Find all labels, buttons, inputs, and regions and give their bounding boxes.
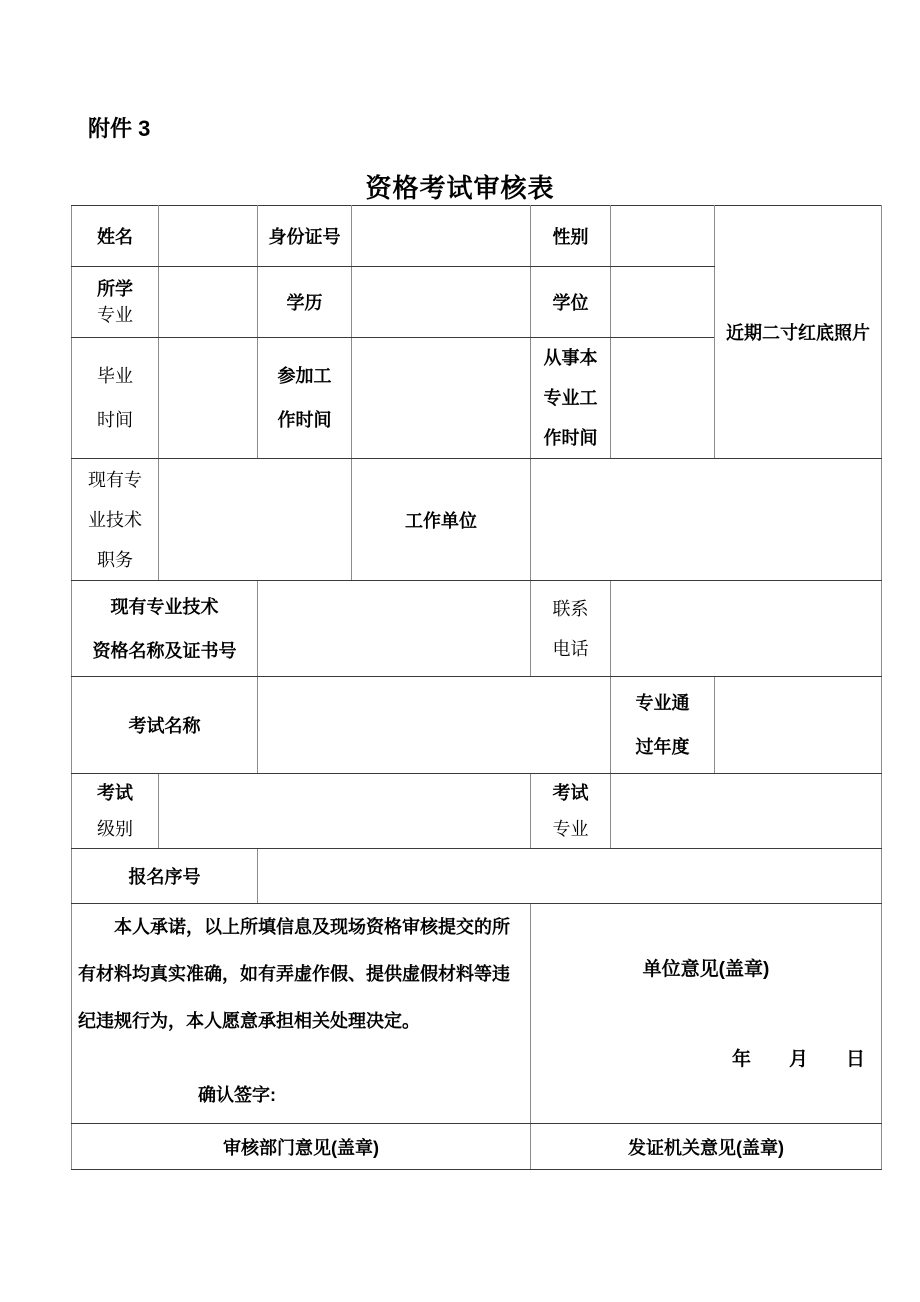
major-work-time-label xyxy=(531,338,611,459)
label-line: 级别 xyxy=(97,819,133,839)
graduation-time-label xyxy=(72,338,159,459)
commitment-text: 本人承诺，以上所填信息及现场资格审核提交的所有材料均真实准确，如有弄虚作假、提供虚假材料等违纪违规行为，本人愿意承担相关处理决定。 xyxy=(78,917,510,1031)
attachment-label: 附件 3 xyxy=(88,116,151,141)
signature-label[interactable]: 确认签字: xyxy=(198,1085,276,1105)
education-label: 学历 xyxy=(258,267,352,338)
studied-major-label xyxy=(72,267,159,338)
exam-level-label xyxy=(72,774,159,849)
label-line: 考试 xyxy=(552,783,589,803)
table-row xyxy=(72,774,882,849)
major-work-time-value-cell[interactable] xyxy=(611,338,715,459)
label-line: 电话 xyxy=(552,638,589,659)
current-qualification-value-cell[interactable] xyxy=(258,581,531,677)
unit-opinion-label: 单位意见(盖章) xyxy=(642,959,770,980)
date-placeholder: 年 月 日 xyxy=(731,1049,865,1070)
table-row xyxy=(72,849,882,904)
degree-label: 学位 xyxy=(531,267,611,338)
label-line: 专业 xyxy=(97,305,133,325)
label-line: 专业工 xyxy=(543,388,598,408)
degree-value-cell[interactable] xyxy=(611,267,715,338)
work-unit-value-cell[interactable] xyxy=(531,459,882,581)
label-line: 职务 xyxy=(97,549,133,570)
major-pass-year-value-cell[interactable] xyxy=(715,677,882,774)
contact-phone-label xyxy=(531,581,611,677)
exam-major-label xyxy=(531,774,611,849)
issuing-authority-opinion-cell[interactable]: 发证机关意见(盖章) xyxy=(531,1124,882,1170)
label-line: 现有专业技术 xyxy=(110,596,219,617)
label-line: 资格名称及证书号 xyxy=(92,640,237,661)
table-row xyxy=(72,206,882,267)
label-line: 从事本 xyxy=(543,348,598,368)
name-value-cell[interactable] xyxy=(159,206,258,267)
qualification-review-form-table xyxy=(71,205,882,1170)
label-line: 所学 xyxy=(97,279,133,299)
exam-level-value-cell[interactable] xyxy=(159,774,531,849)
work-unit-label: 工作单位 xyxy=(352,459,531,581)
label-line: 毕业 xyxy=(97,366,133,386)
current-title-label xyxy=(72,459,159,581)
commitment-cell xyxy=(72,904,531,1124)
table-row xyxy=(72,581,882,677)
table-row xyxy=(72,1124,882,1170)
work-start-time-label xyxy=(258,338,352,459)
page-title: 资格考试审核表 xyxy=(365,173,555,203)
table-row xyxy=(72,677,882,774)
exam-name-label: 考试名称 xyxy=(72,677,258,774)
name-label: 姓名 xyxy=(72,206,159,267)
table-row xyxy=(72,904,882,1124)
label-line: 参加工 xyxy=(277,366,332,386)
label-line: 业技术 xyxy=(88,509,142,530)
label-line: 专业通 xyxy=(635,693,690,713)
major-pass-year-label xyxy=(611,677,715,774)
label-line: 现有专 xyxy=(88,469,142,490)
work-start-time-value-cell[interactable] xyxy=(352,338,531,459)
id-number-label: 身份证号 xyxy=(258,206,352,267)
label-line: 作时间 xyxy=(543,428,598,448)
id-number-value-cell[interactable] xyxy=(352,206,531,267)
graduation-time-value-cell[interactable] xyxy=(159,338,258,459)
review-department-opinion-cell[interactable]: 审核部门意见(盖章) xyxy=(72,1124,531,1170)
exam-major-value-cell[interactable] xyxy=(611,774,882,849)
exam-name-value-cell[interactable] xyxy=(258,677,611,774)
label-line: 过年度 xyxy=(635,737,690,757)
current-qualification-label xyxy=(72,581,258,677)
gender-value-cell[interactable] xyxy=(611,206,715,267)
label-line: 专业 xyxy=(552,819,589,839)
registration-number-label: 报名序号 xyxy=(72,849,258,904)
contact-phone-value-cell[interactable] xyxy=(611,581,882,677)
current-title-value-cell[interactable] xyxy=(159,459,352,581)
label-line: 作时间 xyxy=(277,410,332,430)
photo-cell[interactable]: 近期二寸红底照片 xyxy=(715,206,882,459)
studied-major-value-cell[interactable] xyxy=(159,267,258,338)
unit-opinion-cell[interactable] xyxy=(531,904,882,1124)
education-value-cell[interactable] xyxy=(352,267,531,338)
label-line: 联系 xyxy=(552,598,589,619)
table-row xyxy=(72,459,882,581)
label-line: 时间 xyxy=(97,410,133,430)
label-line: 考试 xyxy=(97,783,133,803)
registration-number-value-cell[interactable] xyxy=(258,849,882,904)
gender-label: 性别 xyxy=(531,206,611,267)
